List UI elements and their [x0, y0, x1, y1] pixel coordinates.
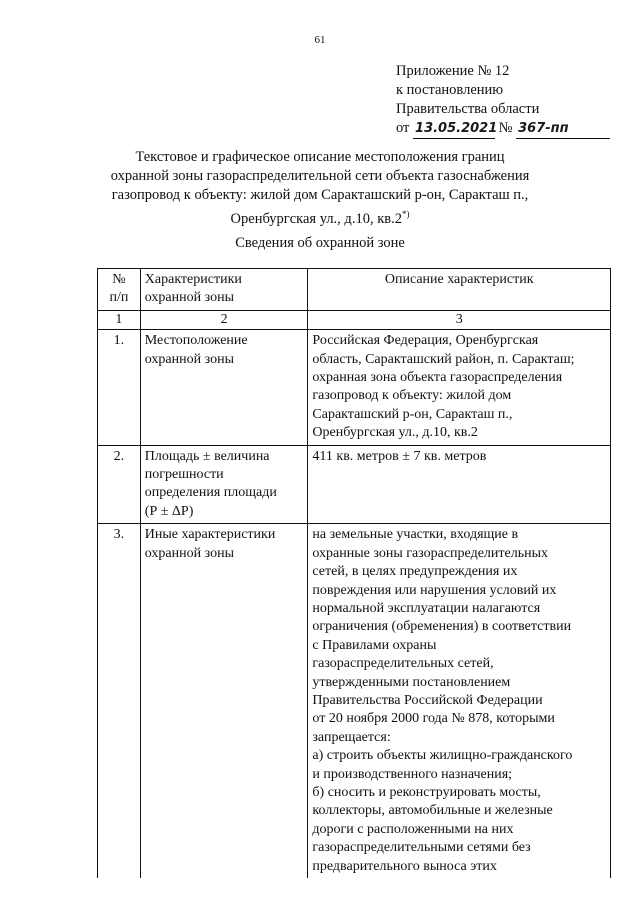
row-characteristic-line: погрешности — [144, 467, 224, 483]
appendix-date-line — [396, 119, 610, 139]
title-line-4-wrap — [0, 205, 640, 229]
row-description-line: на земельные участки, входящие в — [312, 527, 519, 543]
row-characteristic-line: (Р ± ΔР) — [144, 503, 194, 519]
appendix-line-1: Приложение № 12 — [396, 63, 510, 79]
row-number: 3. — [98, 524, 141, 878]
handwritten-date: 13.05.2021 — [413, 119, 495, 139]
table-row — [98, 330, 611, 445]
row-description-line: Правительства Российской Федерации — [312, 692, 543, 708]
row-description-line: газопровод к объекту: жилой дом — [312, 388, 512, 404]
row-description-line: Саракташский р-он, Саракташ п., — [312, 406, 513, 422]
row-characteristic-line: Площадь ± величина — [144, 448, 270, 464]
row-number: 2. — [98, 445, 141, 524]
row-description-line: ограничения (обременения) в соответствии — [312, 619, 572, 635]
row-description-line: охранные зоны газораспределительных — [312, 545, 548, 561]
row-description-line: Российская Федерация, Оренбургская — [312, 333, 539, 349]
table-index-row — [98, 310, 611, 329]
row-description-line: утвержденными постановлением — [312, 674, 511, 690]
title-line-3: газопровод к объекту: жилой дом Саракташский р-он, Саракташ п., — [111, 187, 529, 203]
header-description-line: Описание характеристик — [384, 272, 534, 287]
row-description-line: охранная зона объекта газораспределения — [312, 370, 563, 386]
section-subtitle: Сведения об охранной зоне — [235, 235, 405, 251]
row-description-line: газораспределительными сетями без — [312, 840, 531, 856]
row-characteristic — [140, 330, 308, 445]
row-description-line: с Правилами охраны — [312, 637, 437, 653]
row-description-line: предварительного выноса этих — [312, 858, 497, 874]
appendix-block — [396, 62, 610, 139]
row-characteristic-line: охранной зоны — [144, 351, 234, 367]
header-number-line: п/п — [109, 290, 129, 306]
row-description-line: область, Саракташский район, п. Саракташ; — [312, 351, 575, 367]
column-index: 1 — [98, 310, 141, 329]
header-characteristics-line: охранной зоны — [144, 290, 234, 306]
header-number-line: № — [112, 272, 126, 287]
row-characteristic-line: определения площади — [144, 485, 277, 501]
row-characteristic-line: Иные характеристики — [144, 527, 276, 543]
row-description — [308, 330, 611, 445]
appendix-line-2: к постановлению — [396, 82, 504, 98]
row-description-line: Оренбургская ул., д.10, кв.2 — [312, 425, 478, 441]
row-description-line: и производственного назначения; — [312, 766, 513, 782]
row-description-line: сетей, в целях предупреждения их — [312, 564, 518, 580]
row-number: 1. — [98, 330, 141, 445]
row-description-line: повреждения или нарушения условий их — [312, 582, 557, 598]
header-characteristics — [140, 269, 308, 311]
row-description-line: 411 кв. метров ± 7 кв. метров — [312, 448, 487, 464]
table-header-row — [98, 269, 611, 311]
table-body — [98, 269, 611, 879]
from-label: от — [396, 120, 410, 136]
protection-zone-table — [97, 268, 611, 878]
title-line-2: охранной зоны газораспределительной сети объекта газоснабжения — [110, 168, 530, 184]
row-description — [308, 524, 611, 878]
appendix-line-3: Правительства области — [396, 101, 540, 117]
table-row — [98, 524, 611, 878]
table-row — [98, 445, 611, 524]
column-index: 2 — [140, 310, 308, 329]
title-line-4: Оренбургская ул., д.10, кв.2 — [230, 210, 402, 227]
document-title — [0, 148, 640, 229]
header-number — [98, 269, 141, 311]
row-description-line: коллекторы, автомобильные и железные — [312, 803, 553, 819]
row-description-line: дороги с расположенными на них — [312, 821, 514, 837]
row-description-line: нормальной эксплуатации налагаются — [312, 600, 541, 616]
row-characteristic-line: Местоположение — [144, 333, 248, 349]
row-description-line: запрещается: — [312, 729, 391, 745]
row-description-line: от 20 ноября 2000 года № 878, которыми — [312, 711, 555, 727]
column-index: 3 — [308, 310, 611, 329]
row-characteristic — [140, 445, 308, 524]
header-characteristics-line: Характеристики — [144, 272, 242, 287]
row-characteristic — [140, 524, 308, 878]
row-description — [308, 445, 611, 524]
handwritten-number: 367-пп — [516, 119, 610, 139]
row-description-line: газораспределительных сетей, — [312, 656, 494, 672]
header-description — [308, 269, 611, 311]
page-number: 61 — [314, 34, 326, 46]
row-description-line: б) сносить и реконструировать мосты, — [312, 784, 541, 800]
row-description-line: а) строить объекты жилищно-гражданского — [312, 748, 573, 764]
footnote-mark: *) — [401, 209, 410, 219]
title-line-1: Текстовое и графическое описание местоположения границ — [135, 149, 505, 165]
number-label: № — [498, 120, 513, 136]
row-characteristic-line: охранной зоны — [144, 545, 234, 561]
